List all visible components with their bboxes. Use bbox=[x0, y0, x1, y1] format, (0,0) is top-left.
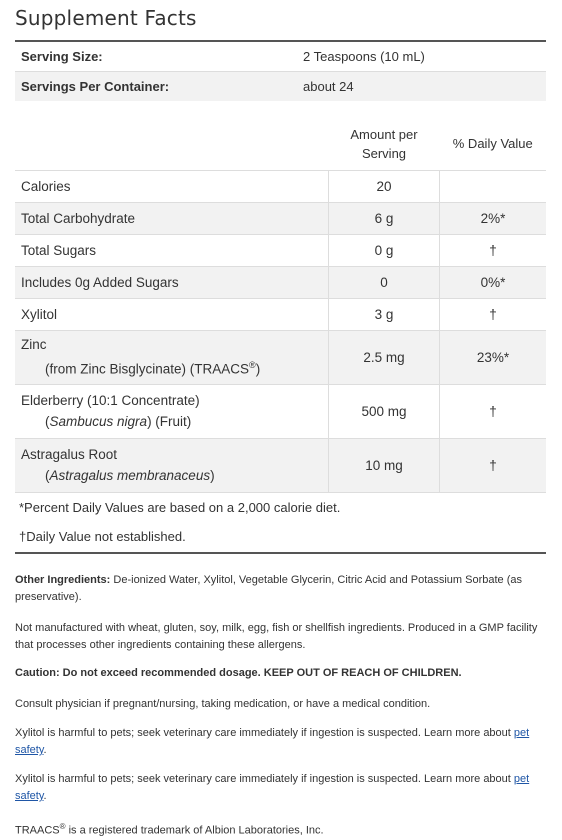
other-ingredients bbox=[15, 572, 546, 606]
trademark-statement bbox=[15, 818, 546, 840]
servings-per-container-label: Servings Per Container: bbox=[15, 72, 297, 102]
nutrient-dv: 2%* bbox=[440, 202, 547, 234]
amount-header-line2: Serving bbox=[361, 145, 407, 161]
nutrient-header-empty bbox=[15, 118, 329, 170]
serving-size-row bbox=[15, 42, 546, 72]
nutrient-amount: 10 mg bbox=[329, 438, 440, 492]
nutrient-source-close: ) (Fruit) bbox=[147, 414, 192, 429]
nutrient-source bbox=[21, 411, 327, 432]
caution-text: Caution: Do not exceed recommended dosage. KEEP OUT OF REACH OF CHILDREN. bbox=[15, 667, 462, 679]
registered-mark: ® bbox=[249, 360, 256, 371]
nutrient-name-cell bbox=[15, 330, 329, 384]
nutrient-name: Zinc bbox=[21, 337, 47, 353]
nutrient-source bbox=[21, 465, 327, 486]
nutrient-amount: 6 g bbox=[329, 202, 440, 234]
nutrient-name: Includes 0g Added Sugars bbox=[15, 266, 329, 298]
nutrient-dv: † bbox=[440, 298, 547, 330]
nutrient-row-elderberry bbox=[15, 384, 546, 438]
xylitol-warning-1 bbox=[15, 725, 546, 759]
serving-info-table bbox=[15, 42, 546, 101]
servings-per-container-row bbox=[15, 72, 546, 102]
daily-value-footnote: †Daily Value not established. bbox=[19, 529, 186, 544]
nutrient-source-open: ( bbox=[45, 414, 50, 429]
other-ingredients-text: De-ionized Water, Xylitol, Vegetable Glycerin, Citric Acid and Potassium Sorbate (as preservative). bbox=[15, 574, 523, 603]
serving-size-label: Serving Size: bbox=[15, 42, 297, 72]
pet-safety-link[interactable]: pet safety bbox=[15, 773, 530, 802]
page-title: Supplement Facts bbox=[15, 6, 197, 30]
nutrient-latin-name: Astragalus membranaceus bbox=[49, 468, 211, 483]
bottom-divider bbox=[15, 552, 546, 554]
allergen-statement: Not manufactured with wheat, gluten, soy, milk, egg, fish or shellfish ingredients. Produced in a GMP facility that processes other ingredients containing these allergens. bbox=[15, 622, 538, 651]
nutrient-row-total-sugars bbox=[15, 234, 546, 266]
nutrient-name-cell bbox=[15, 384, 329, 438]
nutrient-dv: † bbox=[440, 234, 547, 266]
amount-header-line1: Amount per bbox=[350, 126, 418, 142]
nutrient-dv bbox=[440, 170, 547, 202]
nutrient-name: Astragalus Root bbox=[21, 447, 118, 462]
nutrient-source-prefix: (from Zinc Bisglycinate) (TRAACS bbox=[45, 361, 250, 377]
serving-size-value: 2 Teaspoons (10 mL) bbox=[297, 42, 546, 72]
nutrient-dv: 0%* bbox=[440, 266, 547, 298]
nutrient-name bbox=[15, 234, 329, 266]
nutrient-row-zinc bbox=[15, 330, 546, 384]
amount-per-serving-header bbox=[329, 118, 440, 170]
xylitol-warning-text: Xylitol is harmful to pets; seek veterinary care immediately if ingestion is suspected. Learn more about bbox=[15, 773, 514, 785]
nutrient-row-xylitol bbox=[15, 298, 546, 330]
nutrient-name: Calories bbox=[15, 170, 329, 202]
servings-per-container-value: about 24 bbox=[297, 72, 546, 102]
nutrient-source bbox=[21, 355, 327, 380]
nutrient-dv: 23%* bbox=[440, 330, 547, 384]
nutrient-table bbox=[15, 118, 546, 493]
caution-statement bbox=[15, 665, 546, 682]
nutrient-row-total-carbohydrate bbox=[15, 202, 546, 234]
nutrient-amount: 3 g bbox=[329, 298, 440, 330]
xylitol-warning-end: . bbox=[43, 744, 47, 756]
trademark-prefix: TRAACS bbox=[15, 824, 60, 837]
nutrient-row-astragalus bbox=[15, 438, 546, 492]
nutrient-amount: 20 bbox=[329, 170, 440, 202]
xylitol-warning-2 bbox=[15, 771, 546, 805]
nutrient-name: Elderberry (10:1 Concentrate) bbox=[21, 393, 200, 408]
xylitol-warning-end: . bbox=[43, 790, 47, 802]
nutrient-table-header bbox=[15, 118, 546, 170]
percent-daily-footnote: *Percent Daily Values are based on a 2,000 calorie diet. bbox=[19, 500, 341, 515]
nutrient-amount: 500 mg bbox=[329, 384, 440, 438]
daily-value-header: % Daily Value bbox=[440, 118, 547, 170]
trademark-registered-mark: ® bbox=[59, 822, 66, 831]
pet-safety-link[interactable]: pet safety bbox=[15, 727, 530, 756]
nutrient-name: Total Carbohydrate bbox=[15, 202, 329, 234]
other-ingredients-label: Other Ingredients: bbox=[15, 574, 111, 586]
nutrient-name: Xylitol bbox=[15, 298, 329, 330]
nutrient-dv: † bbox=[440, 384, 547, 438]
nutrient-latin-name: Sambucus nigra bbox=[49, 414, 148, 429]
trademark-suffix: is a registered trademark of Albion Laboratories, Inc. bbox=[65, 824, 324, 837]
consult-statement: Consult physician if pregnant/nursing, taking medication, or have a medical condition. bbox=[15, 698, 431, 710]
nutrient-name-text: Total Sugars bbox=[21, 242, 97, 258]
nutrient-row-added-sugars bbox=[15, 266, 546, 298]
nutrient-row-calories bbox=[15, 170, 546, 202]
nutrient-source-close: ) bbox=[210, 468, 215, 483]
nutrient-source-suffix: ) bbox=[255, 361, 261, 377]
nutrient-amount: 0 g bbox=[329, 234, 440, 266]
nutrient-amount: 0 bbox=[329, 266, 440, 298]
nutrient-source-open: ( bbox=[45, 468, 50, 483]
nutrient-amount: 2.5 mg bbox=[329, 330, 440, 384]
nutrient-name-cell bbox=[15, 438, 329, 492]
xylitol-warning-text: Xylitol is harmful to pets; seek veterinary care immediately if ingestion is suspected. Learn more about bbox=[15, 727, 514, 739]
nutrient-dv: † bbox=[440, 438, 547, 492]
